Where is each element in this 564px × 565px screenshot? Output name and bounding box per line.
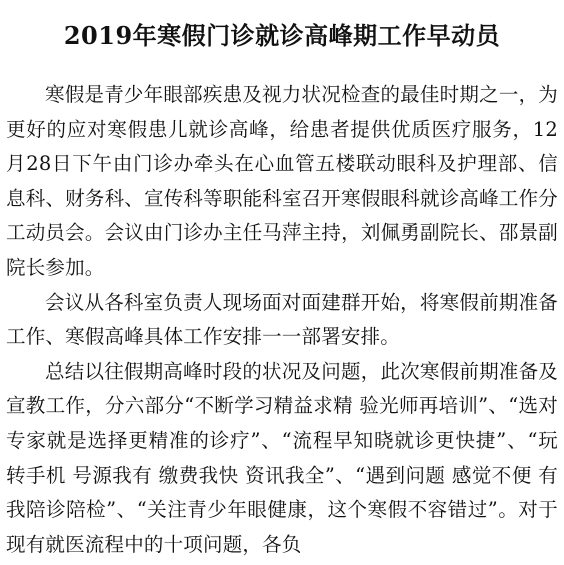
document-title: 2019年寒假门诊就诊高峰期工作早动员 — [63, 21, 501, 50]
paragraph-2: 会议从各科室负责人现场面对面建群开始，将寒假前期准备工作、寒假高峰具体工作安排一一部署安排。 — [6, 290, 558, 349]
document-body — [6, 78, 558, 562]
paragraph-1: 寒假是青少年眼部疾患及视力状况检查的最佳时期之一，为更好的应对寒假患儿就诊高峰，给患者提供优质医疗服务，12月28日下午由门诊办牵头在心血管五楼联动眼科及护理部、信息科、财务科、宣传科等职能科室召开寒假眼科就诊高峰工作分工动员会。会议由门诊办主任马萍主持，刘佩勇副院长、邵景副院长参加。 — [6, 83, 558, 279]
paragraph-3: 总结以往假期高峰时段的状况及问题，此次寒假前期准备及宣教工作，分六部分“不断学习精益求精 验光师再培训”、“选对专家就是选择更精准的诊疗”、“流程早知晓就诊更快捷”、“玩转手机 号源我有 缴费我快 资讯我全”、“遇到问题 感觉不便 有我陪诊陪检”、“关注青少年眼健康，这个寒假不容错过”。对于现有就医流程中的十项问题，各负 — [6, 359, 558, 556]
